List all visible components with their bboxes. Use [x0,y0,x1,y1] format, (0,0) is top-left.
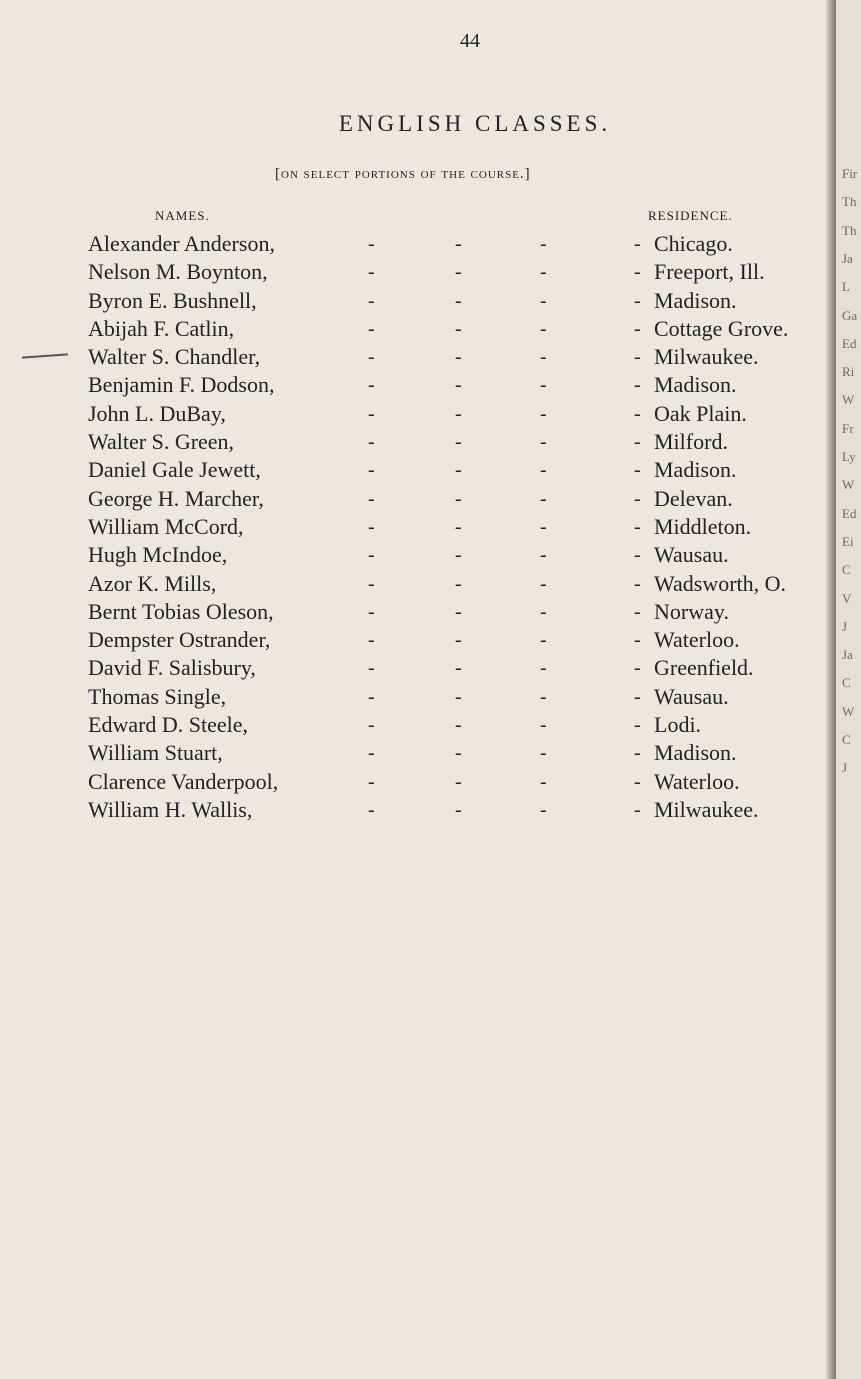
adjacent-page-fragment: V [842,590,852,606]
leader-dash: - [455,544,462,567]
student-residence: Waterloo. [654,768,740,794]
list-item [0,287,832,315]
leader-dash: - [455,346,462,369]
list-item [0,400,832,428]
leader-dash: - [634,600,641,623]
leader-dash: - [540,629,547,652]
leader-dash: - [455,629,462,652]
leader-dash: - [455,459,462,482]
leader-dash: - [368,317,375,340]
leader-dash: - [634,544,641,567]
leader-dash: - [634,798,641,821]
student-name: William McCord, [88,513,244,539]
student-name: Azor K. Mills, [88,570,217,596]
leader-dash: - [455,515,462,538]
leader-dash: - [368,714,375,737]
list-item [0,626,832,654]
adjacent-page-fragment: Ei [842,533,854,549]
leader-dash: - [634,629,641,652]
adjacent-page-fragment: C [842,732,851,747]
adjacent-page-fragment: J [842,760,848,776]
adjacent-page-fragment: W [842,392,855,408]
list-item [0,343,832,371]
leader-dash: - [634,459,641,482]
student-name: Hugh McIndoe, [88,542,228,568]
list-item [0,796,832,824]
leader-dash: - [540,261,547,284]
leader-dash: - [540,346,547,369]
student-residence: Milwaukee. [654,344,759,370]
leader-dash: - [540,402,547,425]
adjacent-page-fragment: Th [842,222,857,238]
leader-dash: - [634,374,641,397]
leader-dash: - [634,742,641,765]
leader-dash: - [455,572,462,595]
adjacent-page-fragment: Fir [842,166,858,181]
leader-dash: - [368,657,375,680]
leader-dash: - [540,515,547,538]
leader-dash: - [634,346,641,369]
adjacent-page-fragment: Ga [842,307,858,323]
leader-dash: - [455,487,462,510]
student-name: Clarence Vanderpool, [88,768,279,794]
student-name: Alexander Anderson, [88,231,275,256]
student-residence: Lodi. [654,712,702,738]
student-residence: Waterloo. [654,627,740,653]
leader-dash: - [455,374,462,397]
student-residence: Norway. [654,598,729,624]
leader-dash: - [368,742,375,765]
adjacent-page-fragment: Ed [842,505,857,521]
leader-dash: - [368,431,375,454]
student-residence: Milwaukee. [654,796,759,822]
residence-column-header: RESIDENCE. [648,208,733,223]
leader-dash: - [455,431,462,454]
student-list [0,230,832,824]
subheading [275,166,531,183]
leader-dash: - [540,657,547,680]
leader-dash: - [634,685,641,708]
student-name: Walter S. Chandler, [88,344,261,370]
adjacent-page-fragment: Th [842,194,857,210]
leader-dash: - [455,261,462,284]
leader-dash: - [368,402,375,425]
student-residence: Madison. [654,457,737,483]
list-item [0,258,832,286]
student-residence: Freeport, Ill. [654,259,765,285]
leader-dash: - [455,233,462,255]
leader-dash: - [634,402,641,425]
list-item [0,598,832,626]
student-residence: Wausau. [654,542,729,568]
leader-dash: - [540,289,547,312]
student-residence: Madison. [654,287,737,313]
student-name: Abijah F. Catlin, [88,315,235,341]
list-item [0,739,832,767]
list-item [0,428,832,456]
list-item [0,315,832,343]
list-item [0,230,832,258]
adjacent-page-fragment: Ed [842,335,857,351]
page-number: 44 [460,30,480,52]
student-residence: Cottage Grove. [654,315,789,341]
leader-dash: - [368,374,375,397]
leader-dash: - [540,770,547,793]
student-residence: Wadsworth, O. [654,570,787,596]
leader-dash: - [634,431,641,454]
student-name: William H. Wallis, [88,796,253,822]
adjacent-page-fragment: W [842,703,855,719]
subheading-text: [on select portions of the course.] [275,166,531,182]
leader-dash: - [634,487,641,510]
leader-dash: - [368,515,375,538]
leader-dash: - [634,289,641,312]
student-name: Dempster Ostrander, [88,627,271,653]
leader-dash: - [540,714,547,737]
list-item [0,711,832,739]
student-name: Bernt Tobias Oleson, [88,598,274,624]
list-item [0,456,832,484]
student-residence: Greenfield. [654,655,754,681]
adjacent-page-fragment: C [842,562,851,578]
leader-dash: - [455,798,462,821]
leader-dash: - [368,600,375,623]
student-name: Nelson M. Boynton, [88,259,268,285]
leader-dash: - [368,459,375,482]
list-item [0,683,832,711]
leader-dash: - [368,233,375,255]
leader-dash: - [368,346,375,369]
leader-dash: - [368,572,375,595]
leader-dash: - [368,289,375,312]
adjacent-page-fragment: Fr [842,420,854,436]
student-residence: Wausau. [654,683,729,709]
leader-dash: - [540,798,547,821]
leader-dash: - [455,289,462,312]
names-column-header: NAMES. [155,208,210,223]
leader-dash: - [368,798,375,821]
leader-dash: - [634,657,641,680]
student-name: Benjamin F. Dodson, [88,372,275,398]
leader-dash: - [634,714,641,737]
leader-dash: - [455,600,462,623]
leader-dash: - [368,261,375,284]
leader-dash: - [634,515,641,538]
list-item [0,485,832,513]
leader-dash: - [540,685,547,708]
leader-dash: - [540,374,547,397]
adjacent-page-fragment: W [842,477,855,493]
leader-dash: - [634,770,641,793]
adjacent-page-fragment: J [842,618,848,634]
leader-dash: - [540,459,547,482]
student-residence: Milford. [654,429,728,455]
student-residence: Middleton. [654,513,752,539]
list-item [0,654,832,682]
student-name: Edward D. Steele, [88,712,249,738]
leader-dash: - [540,487,547,510]
list-item [0,768,832,796]
leader-dash: - [634,233,641,255]
list-item [0,570,832,598]
list-item [0,541,832,569]
page-title: ENGLISH CLASSES. [338,111,612,137]
leader-dash: - [634,572,641,595]
leader-dash: - [634,317,641,340]
student-name: Walter S. Green, [88,429,235,455]
student-residence: Madison. [654,740,737,766]
leader-dash: - [540,600,547,623]
leader-dash: - [368,487,375,510]
leader-dash: - [540,233,547,255]
adjacent-page-edge [836,0,861,1379]
leader-dash: - [368,629,375,652]
leader-dash: - [368,685,375,708]
adjacent-page-fragment: C [842,675,851,691]
student-residence: Chicago. [654,231,733,256]
student-name: George H. Marcher, [88,485,264,511]
leader-dash: - [455,714,462,737]
leader-dash: - [540,317,547,340]
adjacent-page-fragment: Ri [842,364,855,380]
leader-dash: - [455,402,462,425]
leader-dash: - [540,431,547,454]
student-name: Thomas Single, [88,683,227,709]
student-name: John L. DuBay, [88,400,226,426]
leader-dash: - [368,544,375,567]
list-item [0,513,832,541]
student-residence: Oak Plain. [654,400,747,426]
book-gutter [826,0,836,1379]
adjacent-page-fragment: Ja [842,647,853,663]
list-item [0,371,832,399]
student-name: Daniel Gale Jewett, [88,457,261,483]
adjacent-page-fragment: Ly [842,449,856,464]
leader-dash: - [540,544,547,567]
leader-dash: - [540,572,547,595]
leader-dash: - [455,742,462,765]
student-name: David F. Salisbury, [88,655,256,681]
leader-dash: - [455,657,462,680]
leader-dash: - [368,770,375,793]
leader-dash: - [455,770,462,793]
student-residence: Madison. [654,372,737,398]
adjacent-page-fragment: L [842,279,850,295]
student-name: Byron E. Bushnell, [88,287,257,313]
student-residence: Delevan. [654,485,733,511]
leader-dash: - [634,261,641,284]
leader-dash: - [455,317,462,340]
adjacent-page-fragment: Ja [842,250,853,266]
leader-dash: - [455,685,462,708]
leader-dash: - [540,742,547,765]
student-name: William Stuart, [88,740,223,766]
